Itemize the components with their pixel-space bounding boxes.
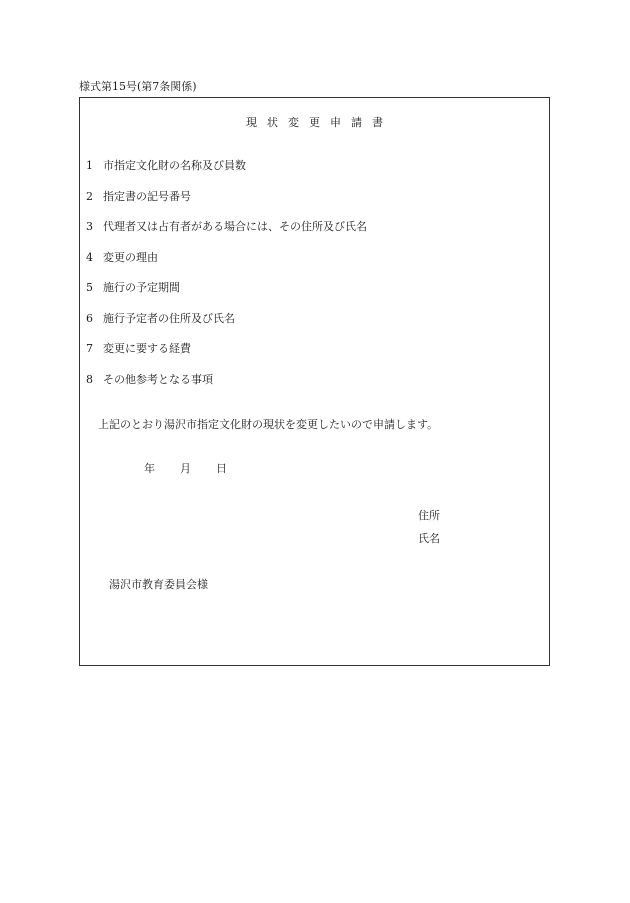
list-item xyxy=(86,373,213,387)
item-number: 8 xyxy=(86,373,93,386)
item-number: 1 xyxy=(86,159,93,172)
list-item xyxy=(86,190,191,204)
item-number: 2 xyxy=(86,190,93,203)
application-statement: 上記のとおり湯沢市指定文化財の現状を変更したいので申請します。 xyxy=(98,418,439,431)
item-text: 施行の予定期間 xyxy=(103,281,180,294)
item-text: 代理者又は占有者がある場合には、その住所及び氏名 xyxy=(103,220,367,233)
form-title: 現状変更申請書 xyxy=(246,116,393,129)
item-text: 変更の理由 xyxy=(103,251,158,264)
item-text: 施行予定者の住所及び氏名 xyxy=(103,312,235,325)
list-item xyxy=(86,281,180,295)
item-number: 3 xyxy=(86,220,93,233)
addressee: 湯沢市教育委員会様 xyxy=(109,578,208,591)
list-item xyxy=(86,312,235,326)
item-text: 指定書の記号番号 xyxy=(103,190,191,203)
item-text: 市指定文化財の名称及び員数 xyxy=(103,159,246,172)
address-label: 住所 xyxy=(418,509,440,522)
item-number: 6 xyxy=(86,312,93,325)
list-item xyxy=(86,220,367,234)
form-number-label: 様式第15号(第7条関係) xyxy=(79,80,197,93)
date-day-label: 日 xyxy=(216,462,227,475)
date-month-label: 月 xyxy=(180,462,191,475)
list-item xyxy=(86,159,246,173)
date-year-label: 年 xyxy=(144,462,155,475)
item-number: 4 xyxy=(86,251,93,264)
list-item xyxy=(86,342,191,356)
item-number: 5 xyxy=(86,281,93,294)
application-form-frame xyxy=(79,97,550,666)
item-text: 変更に要する経費 xyxy=(103,342,191,355)
item-text: その他参考となる事項 xyxy=(103,373,213,386)
name-label: 氏名 xyxy=(418,532,440,545)
list-item xyxy=(86,251,158,265)
item-number: 7 xyxy=(86,342,93,355)
